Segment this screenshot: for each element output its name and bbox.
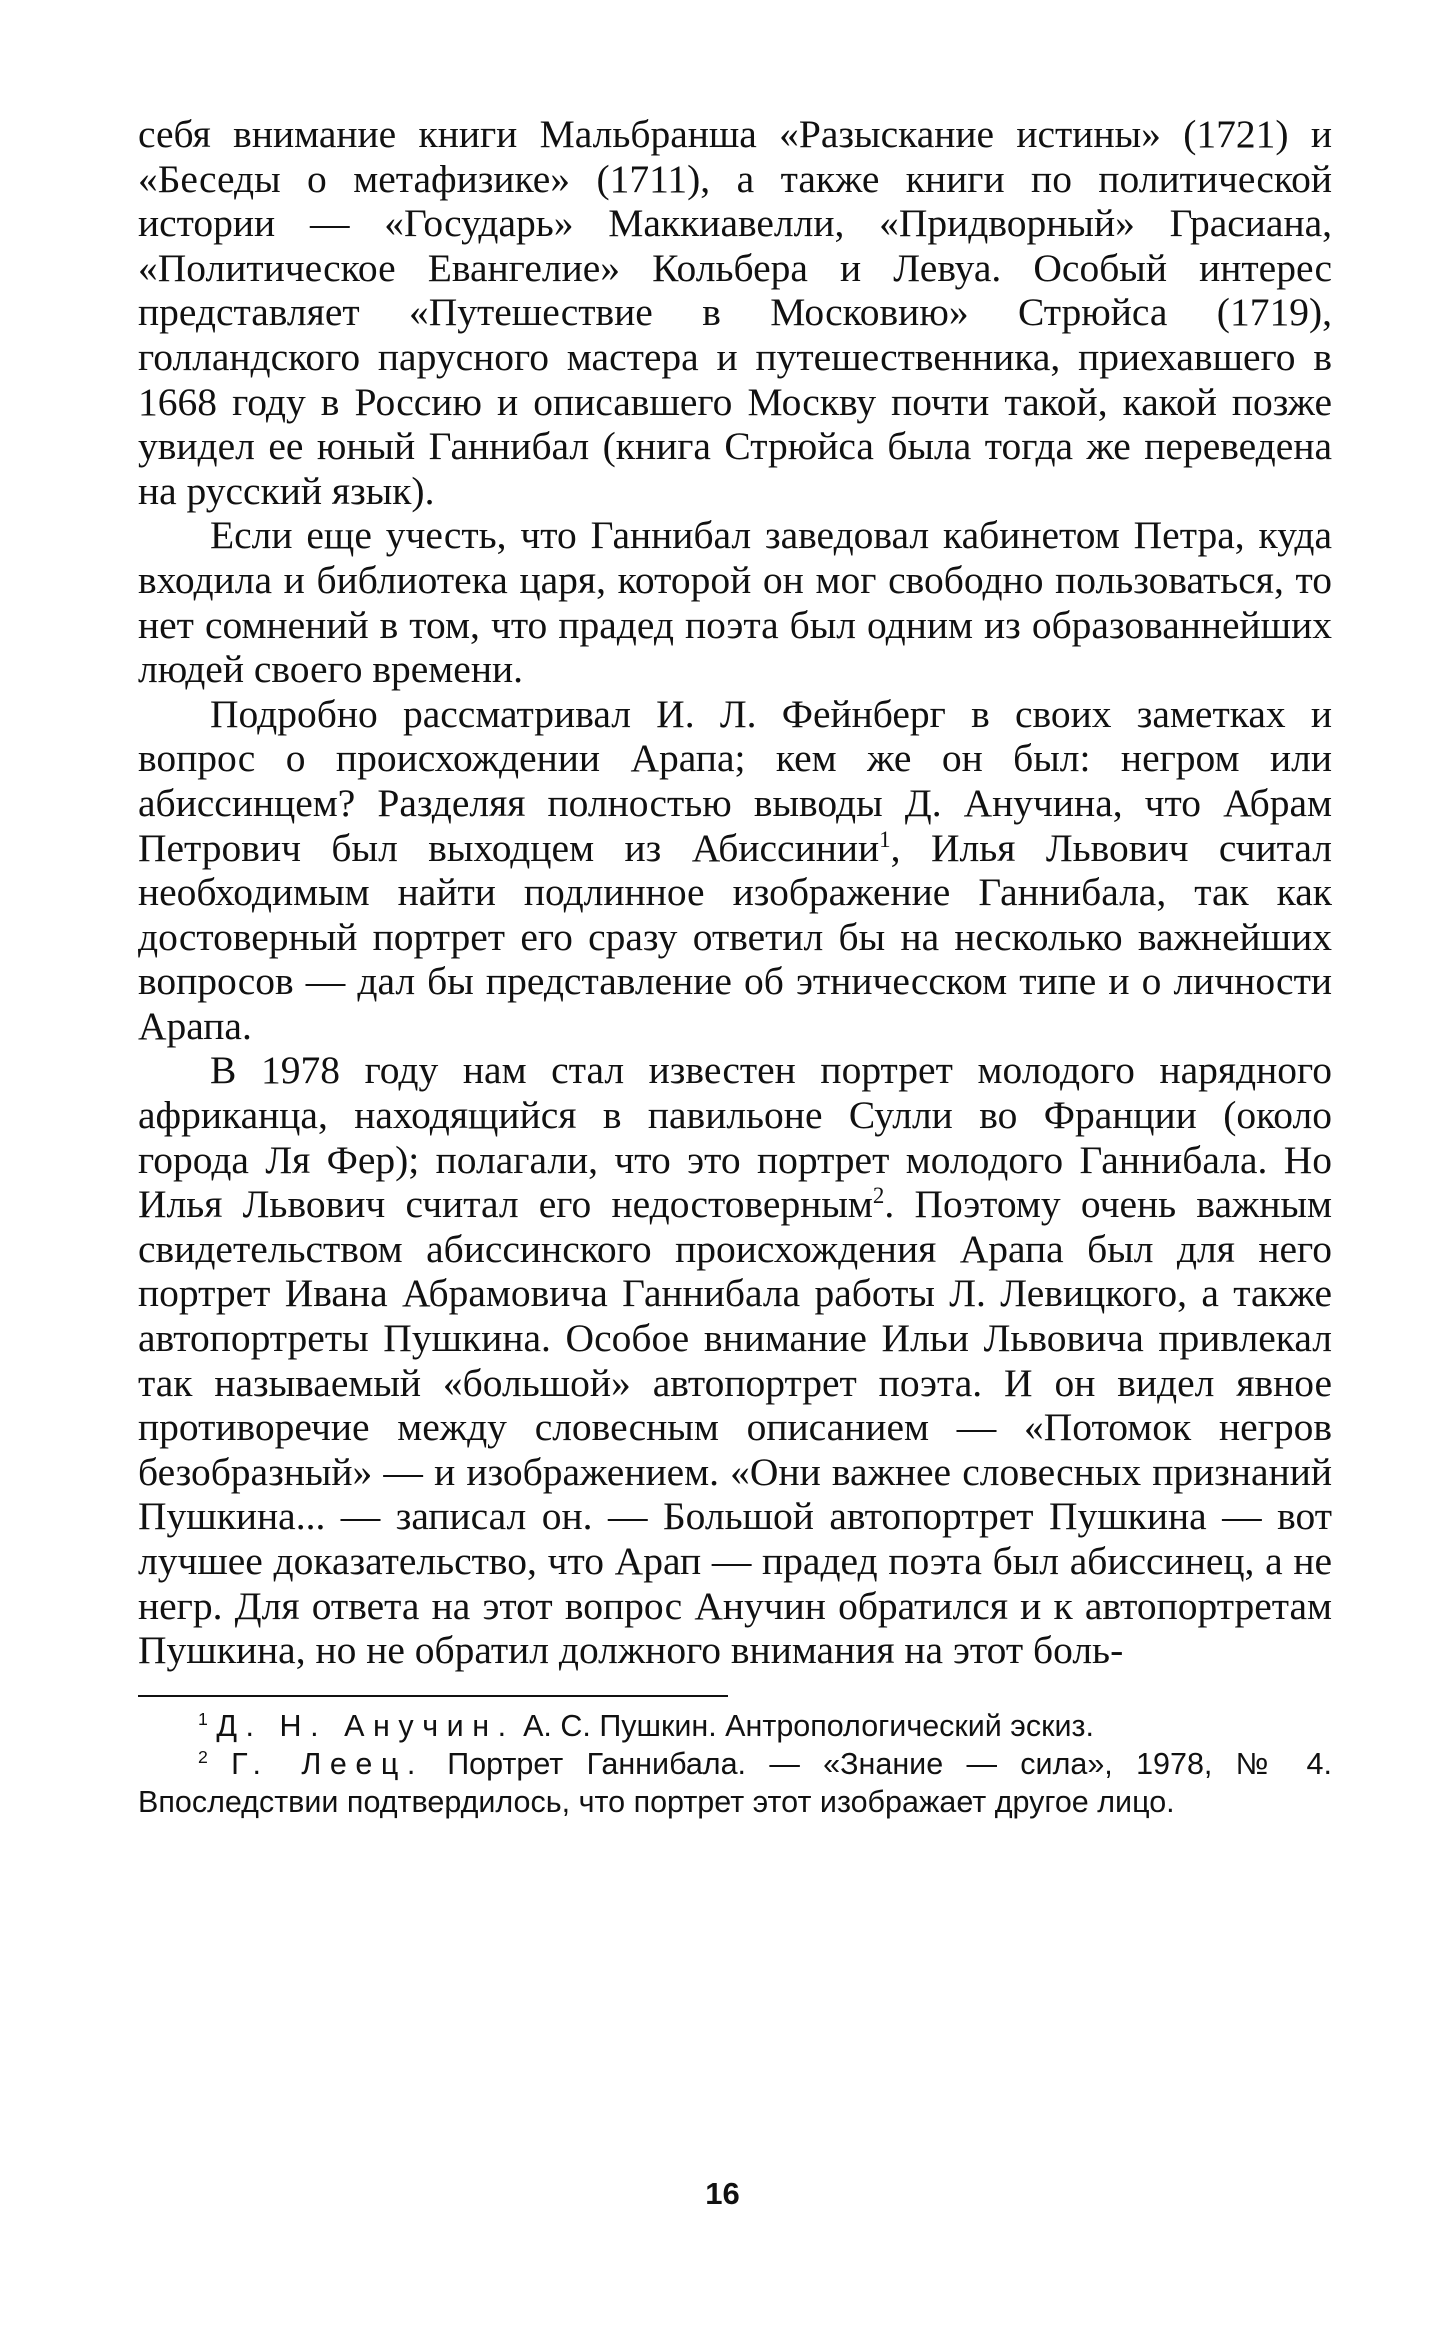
paragraph-4-text-after-footnote-ref: . Поэтому очень важным свидетельством абиссинского происхождения Арапа был для него портрет Ивана Абрамовича Ганнибала работы Л. Левицкого, а также автопортреты Пушкина. Особое внимание Ильи Львовича привлекал так называемый «большой» автопортрет поэта. И он видел явное противоречие между словесным описанием — «Потомок негров безобразный» — и изображением. «Они важнее словесных признаний Пушкина... — записал он. — Большой автопортрет Пушкина — вот лучшее доказательство, что Арап — прадед поэта был абиссинец, а не негр. Для ответа на этот вопрос Анучин обратился и к автопортретам Пушкина, но не обратил должного внимания на этот боль- — [138, 1182, 1333, 1673]
footnote-mark-1: 1 — [198, 1708, 208, 1729]
paragraph-2: Если еще учесть, что Ганнибал заведовал кабинетом Петра, куда входила и библиотека царя, которой он мог свободно пользоваться, то нет сомнений в том, что прадед поэта был одним из образованнейших людей своего времени. — [138, 513, 1332, 692]
footnote-2 — [138, 1745, 1332, 1821]
footnote-1-author: Д. Н. Анучин. — [216, 1708, 515, 1743]
footnote-2-text: Портрет Ганнибала. — «Знание — сила», 1978, № 4. Впоследствии подтвердилось, что портрет этот изображает другое лицо. — [138, 1746, 1332, 1819]
paragraph-1: себя внимание книги Мальбранша «Разыскание истины» (1721) и «Беседы о метафизике» (1711), а также книги по политической истории — «Государь» Маккиавелли, «Придворный» Грасиана, «Политическое Евангелие» Кольбера и Левуа. Особый интерес представляет «Путешествие в Московию» Стрюйса (1719), голландского парусного мастера и путешественника, приехавшего в 1668 году в Россию и описавшего Москву почти такой, какой позже увидел ее юный Ганнибал (книга Стрюйса была тогда же переведена на русский язык). — [138, 112, 1332, 513]
paragraph-3 — [138, 692, 1332, 1049]
paragraph-3-text-after-footnote-ref: , Илья Львович считал необходимым найти подлинное изображение Ганнибала, так как достоверный портрет его сразу ответил бы на несколько важнейших вопросов — дал бы представление об этничесском типе и о личности Арапа. — [138, 825, 1333, 1048]
footnote-ref-1: 1 — [879, 826, 891, 852]
paragraph-4 — [138, 1048, 1332, 1672]
footnote-mark-2: 2 — [198, 1746, 208, 1767]
footnote-divider — [138, 1695, 728, 1697]
footnotes — [138, 1707, 1332, 1821]
paragraph-4-text-before-footnote-ref: В 1978 году нам стал известен портрет молодого нарядного африканца, находящийся в павильоне Сулли во Франции (около города Ля Фер); полагали, что это портрет молодого Ганнибала. Но Илья Львович считал его недостоверным — [138, 1048, 1332, 1227]
footnote-1-text: А. С. Пушкин. Антропологический эскиз. — [514, 1708, 1094, 1743]
page-body — [138, 112, 1332, 1821]
footnote-2-author: Г. Леец. — [231, 1746, 424, 1781]
paragraph-3-text-before-footnote-ref: Подробно рассматривал И. Л. Фейнберг в своих заметках и вопрос о происхождении Арапа; кем же он был: негром или абиссинцем? Разделяя полностью выводы Д. Анучина, что Абрам Петрович был выходцем из Абиссинии — [138, 691, 1332, 870]
footnote-ref-2: 2 — [872, 1183, 885, 1209]
page-number: 16 — [705, 2176, 740, 2211]
footnote-1 — [138, 1707, 1332, 1745]
